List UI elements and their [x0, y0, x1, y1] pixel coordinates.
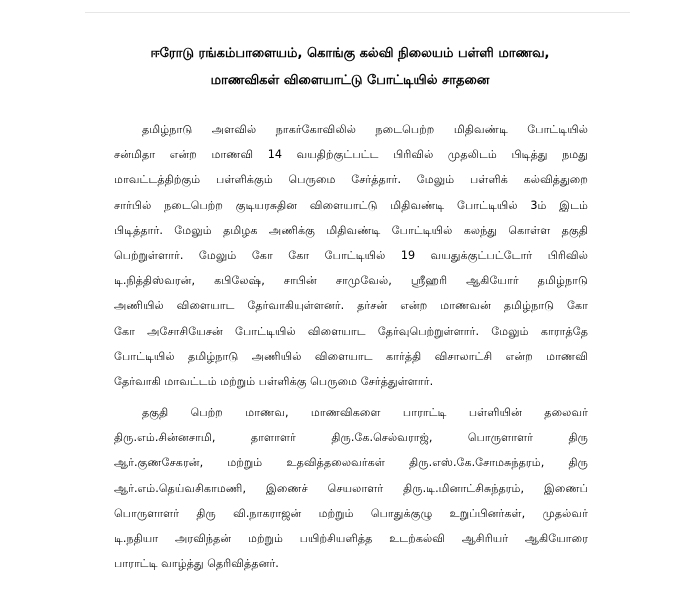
paragraph-line: பொருளாளர் திரு வி.நாகராஜன் மற்றும் பொதுக்குழு உறுப்பினர்கள், முதல்வர் — [114, 506, 588, 520]
page-title — [0, 40, 700, 94]
paragraph-line: சன்மிதா என்ற மாணவி 14 வயதிற்குட்பட்ட பிரிவில் முதலிடம் பிடித்து நமது — [114, 148, 588, 162]
paragraph-line: டி.நதியா அரவிந்தன் மற்றும் பயிற்சியளித்த உடற்கல்வி ஆசிரியர் ஆகியோரை — [114, 531, 588, 545]
title-line-2: மாணவிகள் விளையாட்டு போட்டியில் சாதனை — [210, 73, 490, 88]
paragraph-line: டி.நித்திஸ்வரன், கபிலேஷ், சாபின் சாமுவேல், ஸ்ரீஹரி ஆகியோர் தமிழ்நாடு — [114, 274, 588, 288]
paragraph-1 — [114, 117, 588, 394]
top-divider — [85, 12, 630, 13]
paragraph-line: கோ அசோசியேசன் போட்டியில் விளையாட தேர்வுபெற்றுள்ளார். மேலும் காராத்தே — [114, 324, 588, 338]
paragraph-line: பாராட்டி வாழ்த்து தெரிவித்தனர். — [114, 557, 279, 571]
paragraph-line: போட்டியில் தமிழ்நாடு அணியில் விளையாட கார்த்தி விசாலாட்சி என்ற மாணவி — [114, 349, 588, 363]
title-line-1: ஈரோடு ரங்கம்பாளையம், கொங்கு கல்வி நிலையம் பள்ளி மாணவ, — [150, 46, 550, 61]
paragraph-line: பிடித்தார். மேலும் தமிழக அணிக்கு மிதிவண்டி போட்டியில் கலந்து கொள்ள தகுதி — [114, 223, 588, 237]
paragraph-line: தகுதி பெற்ற மாணவ, மாணவிகளை பாராட்டி பள்ளியின் தலைவர் — [142, 406, 588, 419]
paragraph-line: ஆர்.எம்.தெய்வசிகாமணி, இணைச் செயலாளர் திரு.டி.மினாட்சிசுந்தரம், இணைப் — [114, 481, 588, 495]
paragraph-line: சார்பில் நடைபெற்ற குடியரசுதின விளையாட்டு மிதிவண்டி போட்டியில் 3ம் இடம் — [114, 198, 588, 212]
paragraph-line: பெற்றுள்ளார். மேலும் கோ கோ போட்டியில் 19 வயதுக்குட்பட்டோர் பிரிவில் — [114, 248, 588, 262]
paragraph-line: திரு.எம்.சின்னசாமி, தாளாளர் திரு.கே.செல்வராஜ், பொருளாளர் திரு — [114, 431, 588, 445]
paragraph-line: தேர்வாகி மாவட்டம் மற்றும் பள்ளிக்கு பெருமை சேர்த்துள்ளார். — [114, 374, 434, 388]
paragraph-line: அணியில் விளையாட தேர்வாகியுள்ளனர். தர்சன் என்ற மாணவன் தமிழ்நாடு கோ — [114, 299, 588, 313]
paragraph-line: தமிழ்நாடு அளவில் நாகர்கோவிலில் நடைபெற்ற மிதிவண்டி போட்டியில் — [142, 123, 588, 136]
paragraph-line: மாவட்டத்திற்கும் பள்ளிக்கும் பெருமை சேர்த்தார். மேலும் பள்ளிக் கல்வித்துறை — [114, 173, 588, 187]
paragraph-line: ஆர்.குணசேகரன், மற்றும் உதவித்தலைவர்கள் திரு.எஸ்.கே.சோமசுந்தரம், திரு — [114, 456, 588, 470]
paragraph-2 — [114, 400, 588, 576]
